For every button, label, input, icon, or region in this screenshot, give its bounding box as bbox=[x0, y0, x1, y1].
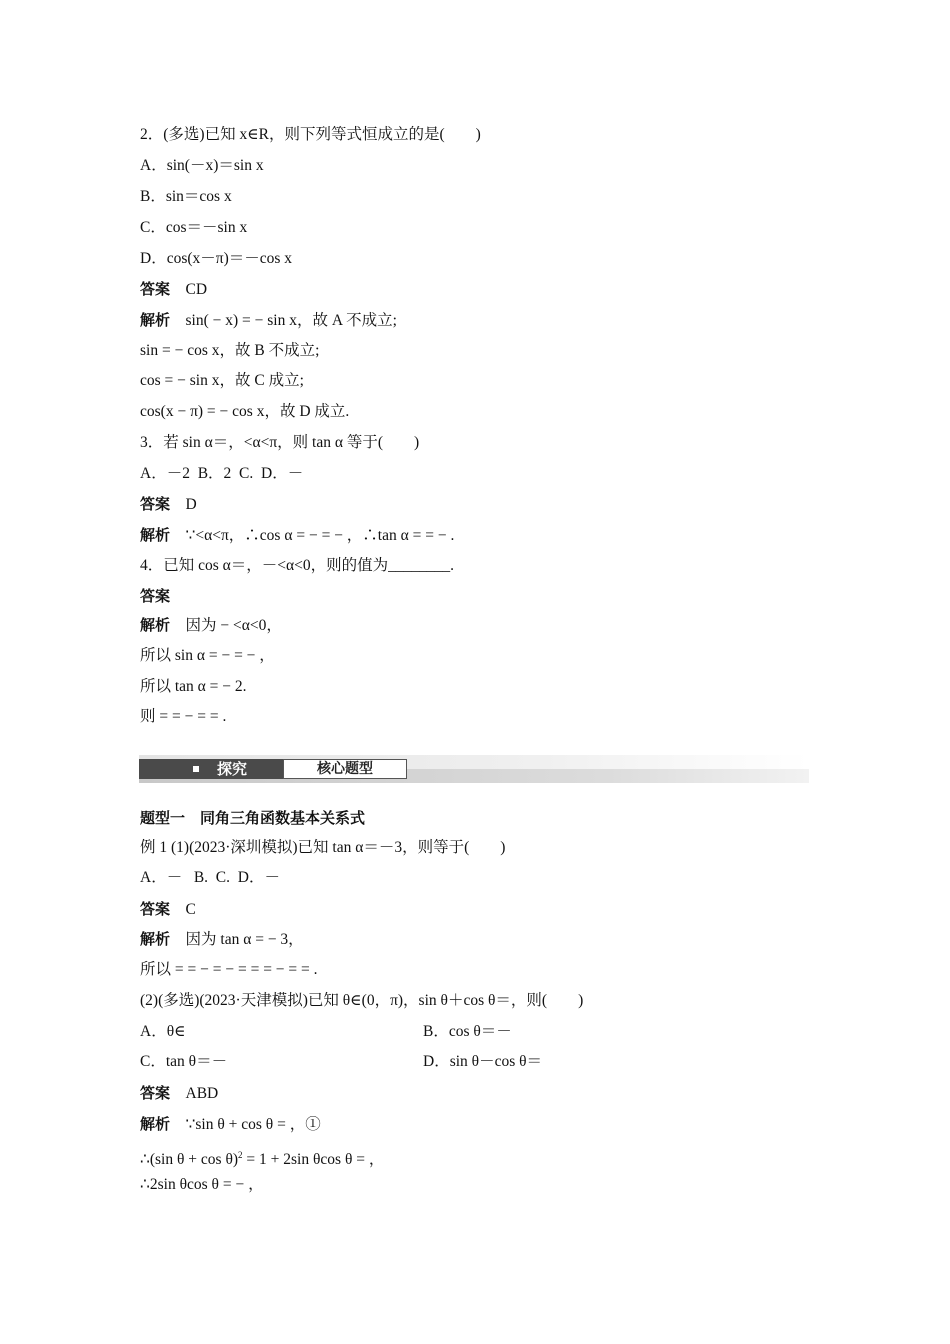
ex1-analysis-part: ∴(sin θ + cos θ) bbox=[140, 1151, 239, 1169]
q2-analysis-row bbox=[140, 310, 397, 331]
banner-box: 核心题型 bbox=[283, 759, 407, 779]
ex1-option-a: A．θ∈ bbox=[140, 1023, 186, 1040]
ex1-answer-row-1 bbox=[140, 899, 196, 920]
q3-answer-label: 答案 bbox=[140, 495, 171, 513]
q2-option-a: A．sin(－x)＝sin x bbox=[140, 157, 264, 174]
q4-analysis-line: 则 = = − = = . bbox=[140, 708, 227, 725]
q2-stem: 2．(多选)已知 x∈R，则下列等式恒成立的是( ) bbox=[140, 126, 481, 143]
q2-analysis-line: cos(x − π) = − cos x，故 D 成立. bbox=[140, 403, 350, 420]
q2-analysis-line: sin = − cos x，故 B 不成立; bbox=[140, 342, 320, 359]
ex1-stem-2: (2)(多选)(2023·天津模拟)已知 θ∈(0，π)，sin θ＋cos θ＝，则( ) bbox=[140, 992, 584, 1009]
ex1-answer-label: 答案 bbox=[140, 1084, 171, 1102]
q4-analysis-label: 解析 bbox=[140, 616, 171, 634]
q3-analysis-label: 解析 bbox=[140, 526, 171, 544]
q3-answer: D bbox=[185, 496, 197, 513]
ex1-answer-label: 答案 bbox=[140, 900, 171, 918]
q2-analysis-line: sin( − x) = − sin x，故 A 不成立; bbox=[185, 312, 397, 329]
q3-answer-row bbox=[140, 494, 197, 515]
q3-stem: 3．若 sin α＝，<α<π，则 tan α 等于( ) bbox=[140, 434, 420, 451]
ex1-answer-row-2 bbox=[140, 1083, 218, 1104]
q4-analysis-line: 所以 tan α = − 2. bbox=[140, 678, 247, 695]
q4-analysis-line: 因为 − <α<0， bbox=[185, 617, 282, 634]
exponent: 2 bbox=[238, 1150, 243, 1160]
ex1-analysis-line: ∴2sin θcos θ = − ， bbox=[140, 1176, 264, 1193]
ex1-analysis-label: 解析 bbox=[140, 930, 171, 948]
q4-answer-label: 答案 bbox=[140, 587, 171, 605]
square-bullet-icon bbox=[193, 766, 199, 772]
ex1-answer-1: C bbox=[185, 901, 196, 918]
q3-analysis-row bbox=[140, 525, 454, 546]
ex1-stem-1: 例 1 (1)(2023·深圳模拟)已知 tan α＝－3，则等于( ) bbox=[140, 839, 506, 856]
ex1-option-d: D．sin θ－cos θ＝ bbox=[423, 1053, 543, 1070]
q2-analysis-label: 解析 bbox=[140, 311, 171, 329]
q4-stem: 4．已知 cos α＝，－<α<0，则的值为________. bbox=[140, 557, 455, 574]
ex1-analysis-line: ∵sin θ + cos θ = ，① bbox=[185, 1116, 321, 1133]
ex1-analysis-label: 解析 bbox=[140, 1115, 171, 1133]
ex1-analysis-row-1 bbox=[140, 929, 304, 950]
ex1-option-c: C．tan θ＝－ bbox=[140, 1053, 228, 1070]
q2-analysis-line: cos = − sin x，故 C 成立; bbox=[140, 372, 304, 389]
section-title: 题型一 同角三角函数基本关系式 bbox=[140, 809, 366, 827]
ex1-analysis-row-2 bbox=[140, 1114, 321, 1135]
q2-answer-label: 答案 bbox=[140, 280, 171, 298]
ex1-analysis-line: 因为 tan α = − 3， bbox=[185, 931, 304, 948]
ex1-answer-2: ABD bbox=[185, 1085, 219, 1102]
ex1-analysis-part: = 1 + 2sin θcos θ = ， bbox=[242, 1151, 385, 1169]
q4-answer-row bbox=[140, 586, 186, 607]
q4-analysis-row bbox=[140, 615, 282, 636]
ex1-options-1: A．－ B. C. D．－ bbox=[140, 869, 280, 886]
q4-analysis-line: 所以 sin α = − = − ， bbox=[140, 647, 275, 664]
q2-option-b: B．sin＝cos x bbox=[140, 188, 232, 205]
banner-dark-block bbox=[139, 759, 283, 779]
ex1-option-b: B．cos θ＝－ bbox=[423, 1023, 512, 1040]
q2-answer-row bbox=[140, 279, 207, 300]
q2-option-d: D．cos(x－π)＝－cos x bbox=[140, 250, 293, 267]
banner-label: 探究 bbox=[217, 760, 248, 778]
q2-option-c: C．cos＝－sin x bbox=[140, 219, 248, 236]
q2-answer: CD bbox=[185, 281, 208, 298]
ex1-analysis-line: 所以 = = − = − = = = − = = . bbox=[140, 961, 318, 978]
q3-analysis: ∵<α<π，∴cos α = − = − ，∴tan α = = − . bbox=[185, 527, 455, 544]
q3-options: A．－2 B．2 C. D．－ bbox=[140, 465, 304, 482]
section-banner bbox=[139, 755, 809, 783]
ex1-analysis-line bbox=[140, 1145, 384, 1170]
